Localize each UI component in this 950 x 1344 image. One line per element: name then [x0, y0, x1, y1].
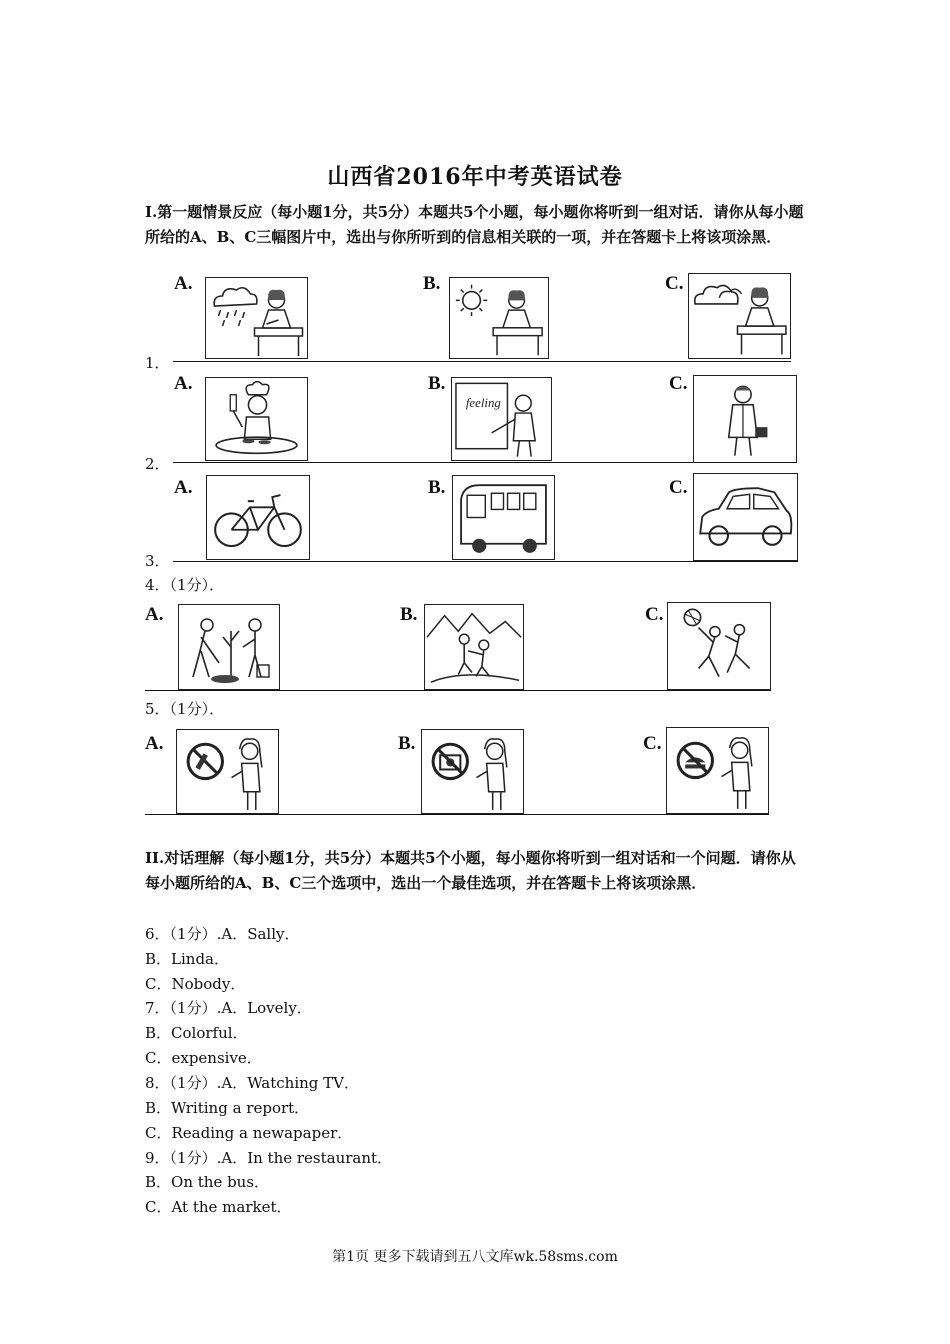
playing-ball-icon	[668, 603, 770, 689]
doctor-icon	[694, 376, 796, 462]
sun-student-desk-icon	[450, 278, 548, 358]
q1-option-c-label: C.	[665, 273, 684, 294]
q8-option-line: C．Reading a newapaper．	[145, 1124, 353, 1142]
q6-option-line: 6．（1分）.A．Sally．	[145, 925, 300, 943]
bicycle-icon	[207, 476, 309, 559]
mountain-climbing-icon	[425, 605, 523, 689]
q7-option-line: 7．（1分）.A．Lovely．	[145, 999, 312, 1017]
q3-option-b-label: B.	[428, 477, 446, 498]
q1-option-b-label: B.	[423, 273, 441, 294]
no-food-sign-icon	[667, 728, 768, 813]
q4-divider	[145, 690, 771, 691]
q2-option-b-picture[interactable]	[451, 377, 552, 461]
q7-option-line: B．Colorful．	[145, 1024, 248, 1042]
q9-option-line: C．At the market．	[145, 1198, 292, 1216]
q1-option-a-picture[interactable]	[205, 277, 308, 359]
q5-option-a-picture[interactable]	[176, 729, 279, 814]
q3-option-c-picture[interactable]	[693, 473, 798, 561]
q2-divider	[173, 462, 797, 463]
q3-number: 3．	[145, 552, 170, 570]
q4-option-c-picture[interactable]	[667, 602, 771, 690]
q8-option-line: 8．（1分）.A．Watching TV．	[145, 1074, 359, 1092]
q5-option-b-picture[interactable]	[421, 729, 524, 814]
q3-option-a-picture[interactable]	[206, 475, 310, 560]
bus-icon	[453, 476, 554, 559]
q1-divider	[173, 361, 791, 362]
q4-option-a-label: A.	[145, 604, 164, 625]
q3-option-c-label: C.	[669, 477, 688, 498]
planting-trees-icon	[179, 605, 279, 689]
q9-option-line: B．On the bus．	[145, 1173, 270, 1191]
q3-divider	[173, 561, 798, 562]
q5-number-line	[145, 699, 224, 719]
q1-option-b-picture[interactable]	[449, 277, 549, 359]
rain-cloud-student-desk-icon	[206, 278, 307, 358]
q1-option-a-label: A.	[174, 273, 193, 294]
q5-option-b-label: B.	[398, 733, 416, 754]
q5-option-c-picture[interactable]	[666, 727, 769, 814]
q4-number: 4．	[145, 576, 170, 594]
q1-option-c-picture[interactable]	[688, 273, 791, 359]
q8-option-line: B．Writing a report．	[145, 1099, 310, 1117]
section2-heading: II.对话理解（每小题1分，共5分）本题共5个小题，每小题你将听到一组对话和一个问题．请你从每小题所给的A、B、C三个选项中，选出一个最佳选项，并在答题卡上将该项涂黑．	[145, 849, 796, 892]
q4-option-a-picture[interactable]	[178, 604, 280, 690]
car-icon	[694, 474, 797, 560]
q6-option-line: B．Linda．	[145, 950, 229, 968]
q5-option-a-label: A.	[145, 733, 164, 754]
q2-option-a-label: A.	[174, 373, 193, 394]
q3-option-a-label: A.	[174, 477, 193, 498]
q5-divider	[145, 814, 769, 815]
q4-note: （1分）．	[169, 576, 225, 594]
q4-option-b-label: B.	[400, 604, 418, 625]
q1-number: 1．	[145, 354, 170, 372]
q4-option-c-label: C.	[645, 604, 664, 625]
q4-option-b-picture[interactable]	[424, 604, 524, 690]
page-footer: 第1页 更多下载请到五八文库wk.58sms.com	[332, 1249, 618, 1265]
section1-heading: I.第一题情景反应（每小题1分，共5分）本题共5个小题，每小题你将听到一组对话．请你从每小题所给的A、B、C三幅图片中，选出与你所听到的信息相关联的一项，并在答题卡上将该项涂黑．	[145, 203, 804, 246]
board-text: feeling	[465, 396, 501, 411]
q2-number: 2．	[145, 455, 170, 473]
q9-option-line: 9．（1分）.A．In the restaurant．	[145, 1149, 393, 1167]
no-smoking-sign-icon	[177, 730, 278, 813]
cloud-student-desk-icon	[689, 274, 790, 358]
q4-number-line	[145, 575, 224, 595]
q5-number: 5．	[145, 700, 170, 718]
q2-option-a-picture[interactable]	[205, 377, 308, 461]
no-photo-sign-icon	[422, 730, 523, 813]
q6-option-line: C．Nobody．	[145, 975, 246, 993]
q5-option-c-label: C.	[643, 733, 662, 754]
q5-note: （1分）．	[169, 700, 225, 718]
q3-option-b-picture[interactable]	[452, 475, 555, 560]
q2-option-c-picture[interactable]	[693, 375, 797, 463]
q2-option-c-label: C.	[669, 373, 688, 394]
cook-icon	[206, 378, 307, 460]
page-title: 山西省2016年中考英语试卷	[327, 164, 623, 190]
q7-option-line: C．expensive．	[145, 1049, 262, 1067]
teacher-board-icon	[452, 378, 551, 460]
q2-option-b-label: B.	[428, 373, 446, 394]
